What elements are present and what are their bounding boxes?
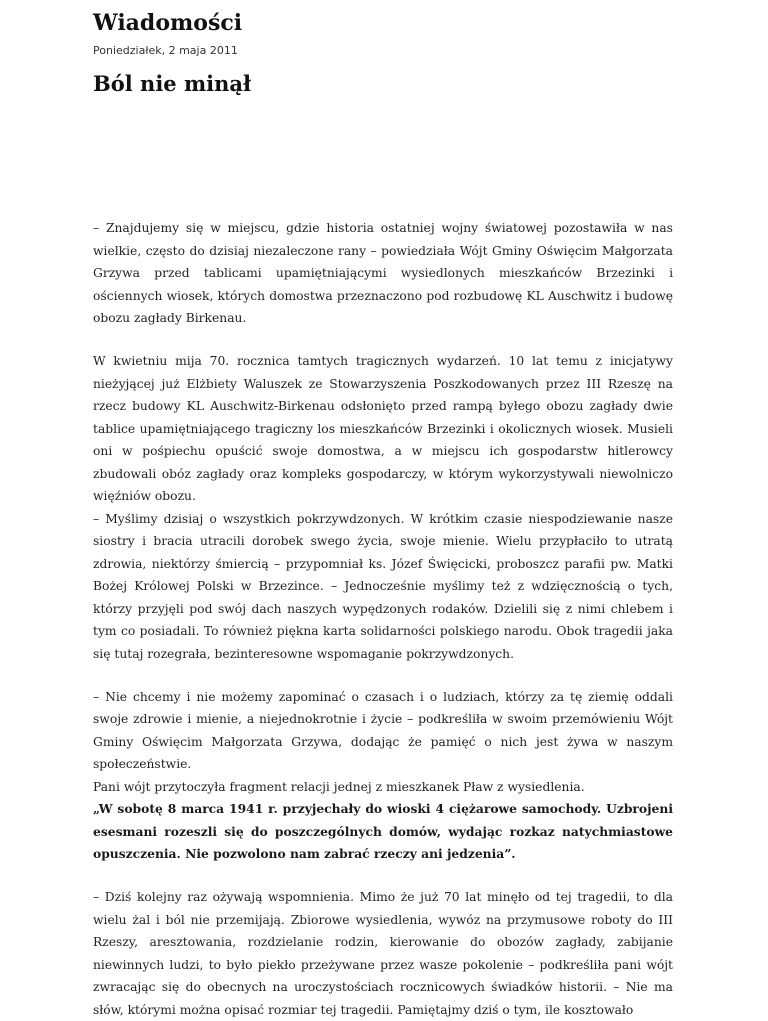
paragraph-4: – Nie chcemy i nie możemy zapominać o czasach i o ludziach, którzy za tę ziemię oddali swoje zdrowie i mienie, a niejednokrotnie i życie – podkreśliła w swoim przemówieniu Wójt Gminy Oświęcim Małgorzata Grzywa, dodając że pamięć o nich jest żywa w naszym społeczeństwie.: [93, 689, 673, 771]
paragraph-3: – Myślimy dzisiaj o wszystkich pokrzywdzonych. W krótkim czasie niespodziewanie nasze siostry i bracia utracili dorobek swego życia, swoje mienie. Wielu przypłaciło to utratą zdrowia, niektórzy śmiercią – przypomniał ks. Józef Święcicki, proboszcz parafii pw. Matki Bożej Królowej Polski w Brzezince. – Jednocześnie myślimy też z wdzięcznością o tych, którzy przyjęli pod swój dach naszych wypędzonych rodaków. Dzielili się z nimi chlebem i tym co posiadali. To również piękna karta solidarności polskiego narodu. Obok tragedii jaka się tutaj rozegrała, bezinteresowne wspomaganie pokrzywdzonych.: [93, 511, 673, 661]
quote-paragraph: „W sobotę 8 marca 1941 r. przyjechały do wioski 4 ciężarowe samochody. Uzbrojeni esesmani rozeszli się do poszczególnych domów, wydając rozkaz natychmiastowe opuszczenia. Nie pozwolono nam zabrać rzeczy ani jedzenia”.: [93, 801, 673, 861]
paragraph-gap: [93, 330, 673, 351]
article-title[interactable]: Ból nie minął: [93, 71, 252, 96]
paragraph-gap: [93, 866, 673, 887]
article-body: [93, 217, 673, 1021]
paragraph-7: – Dziś kolejny raz ożywają wspomnienia. Mimo że już 70 lat minęło od tej tragedii, to dla wielu żal i ból nie przemijają. Zbiorowe wysiedlenia, wywóz na przymusowe roboty do III Rzeszy, aresztowania, rozdzielanie rodzin, kierowanie do obozów zagłady, zabijanie niewinnych ludzi, to było piekło przeżywane przez wasze pokolenie – podkreśliła pani wójt zwracając się do obecnych na uroczystościach rocznicowych świadków historii. – Nie ma słów, którymi można opisać rozmiar tej tragedii. Pamiętajmy dziś o tym, ile kosztowało: [93, 890, 673, 1017]
paragraph-5: Pani wójt przytoczyła fragment relacji jednej z mieszkanek Pław z wysiedlenia.: [93, 779, 585, 794]
paragraph-1: – Znajdujemy się w miejscu, gdzie historia ostatniej wojny światowej pozostawiła w nas wielkie, często do dzisiaj niezaleczone rany – powiedziała Wójt Gminy Oświęcim Małgorzata Grzywa przed tablicami upamiętniającymi wysiedlonych mieszkańców Brzezinki i ościennych wiosek, których domostwa przeznaczono pod rozbudowę KL Auschwitz i budowę obozu zagłady Birkenau.: [93, 221, 673, 325]
paragraph-2: W kwietniu mija 70. rocznica tamtych tragicznych wydarzeń. 10 lat temu z inicjatywy nieżyjącej już Elżbiety Waluszek ze Stowarzyszenia Poszkodowanych przez III Rzeszę na rzecz budowy KL Auschwitz-Birkenau odsłonięto przed rampą byłego obozu zagłady dwie tablice upamiętniającego tragiczny los mieszkańców Brzezinki i okolicznych wiosek. Musieli oni w pośpiechu opuścić swoje domostwa, a w miejscu ich gospodarstw hitlerowcy zbudowali obóz zagłady oraz kompleks gospodarczy, w którym wykorzystywali niewolniczo więźniów obozu.: [93, 354, 673, 503]
paragraph-gap: [93, 665, 673, 686]
site-title[interactable]: Wiadomości: [93, 10, 243, 36]
post-date: Poniedziałek, 2 maja 2011: [93, 44, 238, 57]
